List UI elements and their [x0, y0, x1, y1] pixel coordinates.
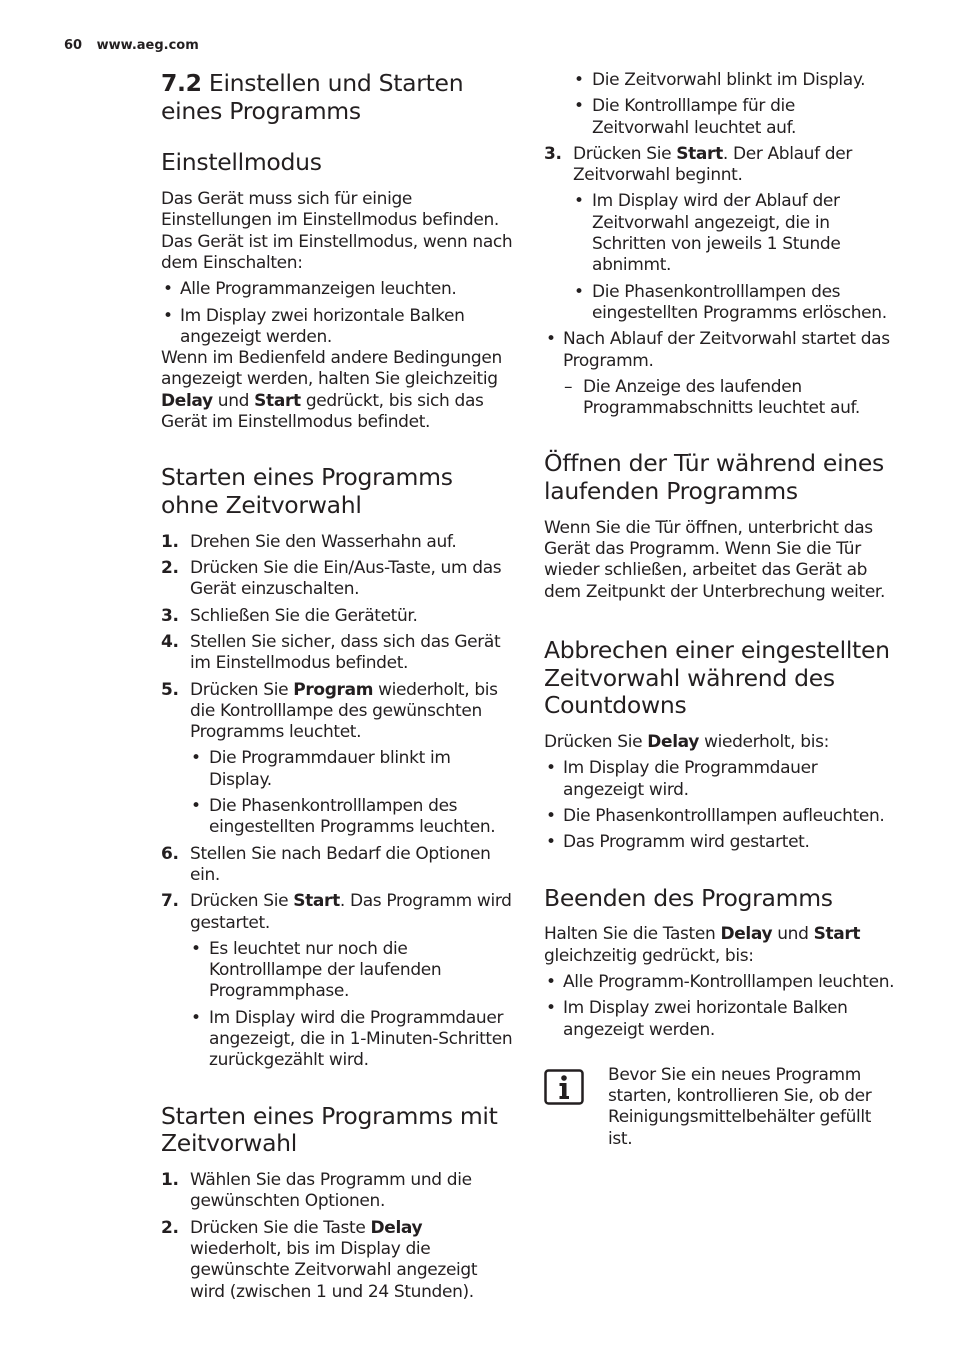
info-text: Bevor Sie ein neues Programm starten, kontrollieren Sie, ob der Reinigungsmittelbehälter gefüllt ist.: [608, 1064, 872, 1149]
info-note: [544, 1065, 896, 1150]
step-sub-bullet: • Die Phasenkontrolllampen des eingestellten Programms leuchten.: [161, 796, 513, 839]
left-column: [161, 70, 513, 1303]
section-title-text: Einstellen und Starten eines Programms: [161, 69, 464, 125]
step-sub-bullet: • Die Programmdauer blinkt im Display.: [161, 748, 513, 791]
section-title: [161, 70, 513, 125]
beenden-intro: Halten Sie die Tasten Delay und Start gleichzeitig gedrückt, bis:: [544, 924, 861, 966]
einstell-paragraph: Wenn im Bedienfeld andere Bedingungen angezeigt werden, halten Sie gleichzeitig Delay und Start gedrückt, bis sich das Gerät im Einstellmodus befindet.: [161, 348, 502, 433]
einstell-bullet: • Alle Programmanzeigen leuchten.: [161, 279, 513, 300]
step-item: 3. Drücken Sie Start. Der Ablauf der Zeitvorwahl beginnt.: [544, 143, 852, 186]
section-number: 7.2: [161, 69, 202, 97]
step-item: 2. Drücken Sie die Ein/Aus-Taste, um das Gerät einzuschalten.: [161, 558, 502, 600]
beenden-bullet: • Im Display zwei horizontale Balken angezeigt werden.: [544, 998, 896, 1041]
step-sub-bullet: • Im Display wird der Ablauf der Zeitvorwahl angezeigt, die in Schritten von jeweils 1 Stunde abnimmt.: [544, 191, 896, 276]
step-item: 1. Drehen Sie den Wasserhahn auf.: [161, 531, 457, 552]
heading-tuer-oeffnen: Öffnen der Tür während eines laufenden Programms: [544, 449, 885, 506]
site-url: www.aeg.com: [96, 38, 199, 53]
abbrechen-intro: Drücken Sie Delay wiederholt, bis:: [544, 732, 829, 753]
after-countdown-dash: – Die Anzeige des laufenden Programmabschnitts leuchtet auf.: [544, 377, 896, 420]
page-header: [64, 38, 199, 53]
step-item: 2. Drücken Sie die Taste Delay wiederholt, bis im Display die gewünschte Zeitvorwahl angezeigt wird (zwischen 1 und 24 Stunden).: [161, 1217, 478, 1302]
abbrechen-bullet: • Das Programm wird gestartet.: [544, 832, 896, 853]
step-item: 7. Drücken Sie Start. Das Programm wird gestartet.: [161, 891, 512, 933]
step-item: 1. Wählen Sie das Programm und die gewünschten Optionen.: [161, 1170, 472, 1212]
step-sub-bullet: • Die Phasenkontrolllampen des eingestellten Programms erlöschen.: [544, 282, 896, 325]
beenden-bullet: • Alle Programm-Kontrolllampen leuchten.: [544, 972, 896, 993]
einstell-bullet: • Im Display zwei horizontale Balken angezeigt werden.: [161, 306, 513, 349]
info-icon: [544, 1069, 584, 1105]
after-countdown-bullet: • Nach Ablauf der Zeitvorwahl startet das Programm.: [544, 329, 896, 372]
abbrechen-bullet: • Die Phasenkontrolllampen aufleuchten.: [544, 806, 896, 827]
heading-einstellmodus: Einstellmodus: [161, 148, 322, 177]
step-sub-bullet: • Die Kontrolllampe für die Zeitvorwahl leuchtet auf.: [544, 96, 896, 139]
abbrechen-bullet: • Im Display die Programmdauer angezeigt wird.: [544, 758, 896, 801]
step-sub-bullet: • Im Display wird die Programmdauer angezeigt, die in 1-Minuten-Schritten zurückgezählt wird.: [161, 1008, 513, 1072]
heading-mit-zeitvorwahl: Starten eines Programms mit Zeitvorwahl: [161, 1101, 498, 1158]
step-sub-bullet: • Die Zeitvorwahl blinkt im Display.: [544, 70, 896, 91]
heading-abbrechen: Abbrechen einer eingestellten Zeitvorwahl während des Countdowns: [544, 636, 890, 720]
step-item: 5. Drücken Sie Program wiederholt, bis die Kontrolllampe des gewünschten Programms leuchtet.: [161, 679, 498, 743]
right-column: [544, 70, 896, 1150]
step-item: 6. Stellen Sie nach Bedarf die Optionen ein.: [161, 843, 491, 885]
page-number: 60: [64, 38, 83, 53]
step-item: 4. Stellen Sie sicher, dass sich das Gerät im Einstellmodus befindet.: [161, 631, 501, 674]
heading-ohne-zeitvorwahl: Starten eines Programms ohne Zeitvorwahl: [161, 463, 453, 520]
step-item: 3. Schließen Sie die Gerätetür.: [161, 605, 418, 626]
heading-beenden: Beenden des Programms: [544, 883, 833, 912]
tuer-text: Wenn Sie die Tür öffnen, unterbricht das Gerät das Programm. Wenn Sie die Tür wieder schließen, arbeitet das Gerät ab dem Zeitpunkt der Unterbrechung weiter.: [544, 517, 886, 602]
step-sub-bullet: • Es leuchtet nur noch die Kontrolllampe der laufenden Programmphase.: [161, 939, 513, 1003]
einstell-intro: Das Gerät muss sich für einige Einstellungen im Einstellmodus befinden. Das Gerät ist im Einstellmodus, wenn nach dem Einschalten:: [161, 189, 513, 273]
